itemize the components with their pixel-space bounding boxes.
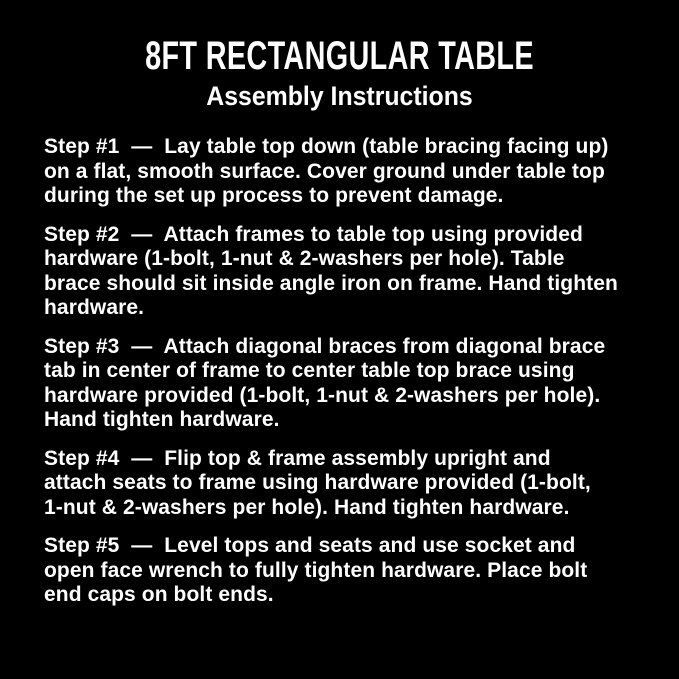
step-line: attach seats to frame using hardware provided (1-bolt,	[44, 471, 591, 494]
step-line: hardware provided (1-bolt, 1-nut & 2-washers per hole).	[44, 383, 601, 407]
step-line: tab in center of frame to center table top brace using	[44, 359, 575, 382]
step-line: hardware (1-bolt, 1-nut & 2-washers per hole). Table	[44, 247, 565, 270]
step-line: end caps on bolt ends.	[44, 583, 274, 606]
step-paragraph	[44, 534, 649, 608]
header	[0, 33, 679, 112]
step-line: Step #2 — Attach frames to table top using provided	[44, 222, 583, 246]
step-paragraph	[44, 135, 649, 209]
step-line: Step #1 — Lay table top down (table bracing facing up)	[44, 135, 609, 158]
step-line: Step #3 — Attach diagonal braces from diagonal brace	[44, 334, 606, 358]
step-line: Hand tighten hardware.	[44, 408, 280, 431]
step-line: brace should sit inside angle iron on frame. Hand tighten	[44, 271, 618, 295]
step-paragraph	[44, 335, 649, 433]
page-title: 8FT RECTANGULAR TABLE	[145, 34, 534, 78]
step-paragraph	[44, 223, 649, 321]
step-line: Step #4 — Flip top & frame assembly upright and	[44, 446, 551, 470]
step-paragraph	[44, 447, 649, 521]
step-line: hardware.	[44, 296, 145, 319]
step-line: open face wrench to fully tighten hardware. Place bolt	[44, 558, 588, 582]
step-line: during the set up process to prevent damage.	[44, 184, 504, 207]
step-line: 1-nut & 2-washers per hole). Hand tighten hardware.	[44, 495, 570, 519]
step-line: on a flat, smooth surface. Cover ground under table top	[44, 159, 605, 183]
steps-list	[0, 135, 679, 608]
step-line: Step #5 — Level tops and seats and use socket and	[44, 534, 576, 557]
page-subtitle: Assembly Instructions	[206, 81, 473, 111]
